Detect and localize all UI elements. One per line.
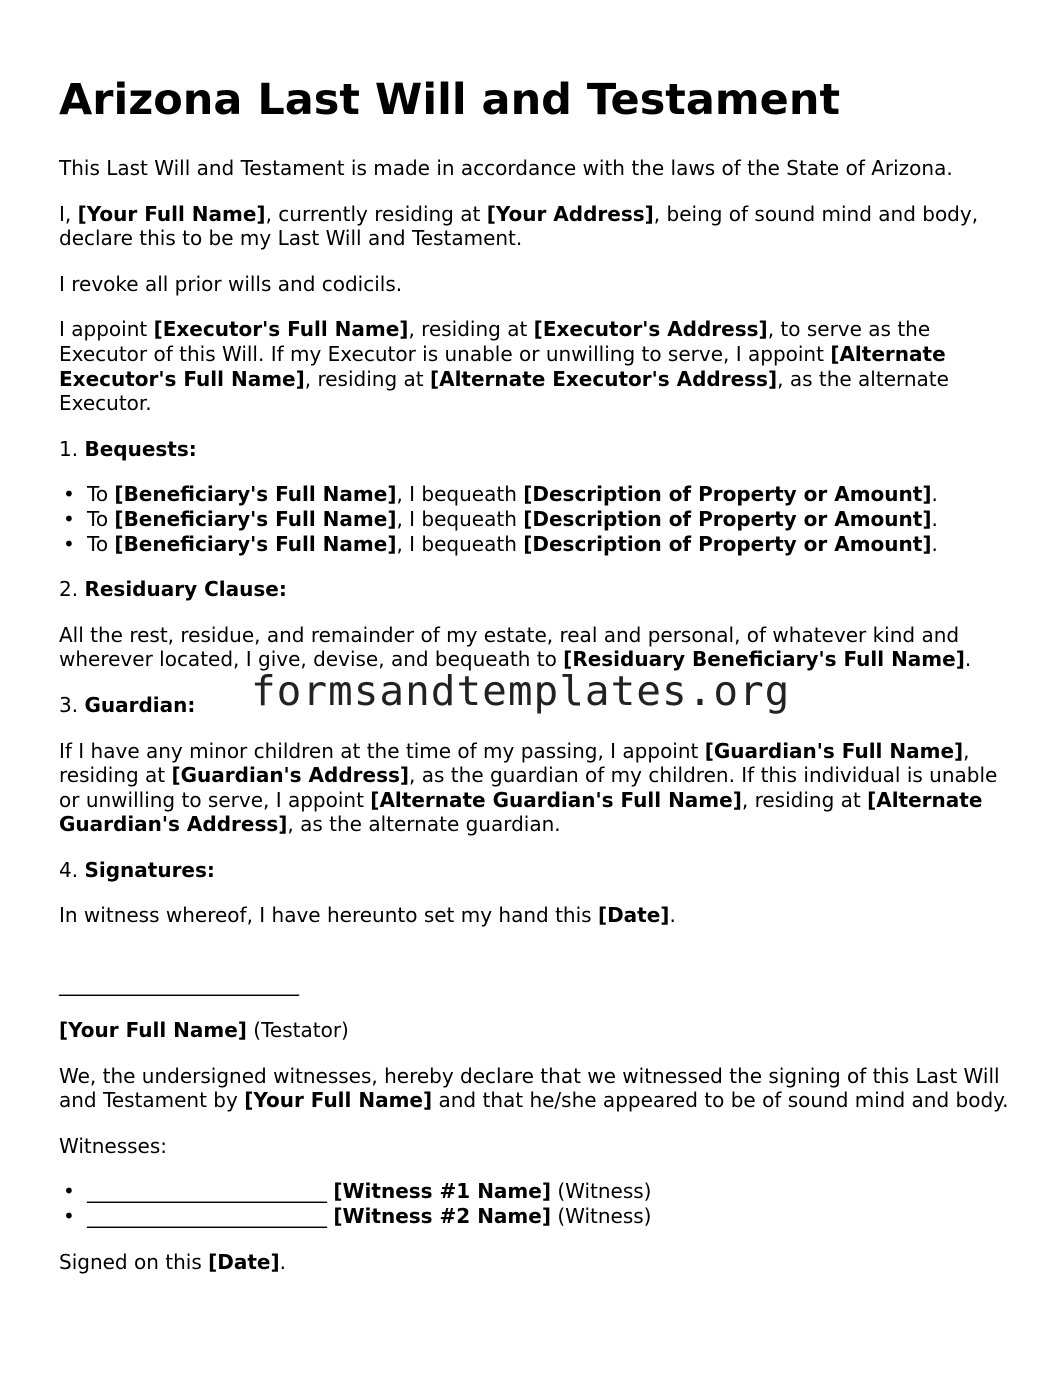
- bullet-icon: •: [63, 1204, 75, 1229]
- residuary-paragraph: All the rest, residue, and remainder of my estate, real and personal, of whatever kind and wherever located, I give, devise, and bequeath to [Residuary Beneficiary's Full Name].: [59, 622, 972, 672]
- beneficiary-name-placeholder: [Beneficiary's Full Name]: [114, 531, 397, 556]
- testator-signature-line: ________________________: [59, 972, 299, 997]
- intro-paragraph: This Last Will and Testament is made in accordance with the laws of the State of Arizona.: [59, 156, 953, 180]
- date-placeholder: [Date]: [208, 1249, 280, 1274]
- guardian-name-placeholder: [Guardian's Full Name]: [704, 738, 964, 763]
- witness-name-placeholder: [Witness #2 Name]: [333, 1204, 551, 1229]
- executor-address-placeholder: [Executor's Address]: [533, 317, 768, 342]
- date-placeholder: [Date]: [597, 903, 670, 928]
- alternate-executor-address-placeholder: [Alternate Executor's Address]: [429, 366, 778, 391]
- document-title: Arizona Last Will and Testament: [59, 75, 841, 125]
- property-description-placeholder: [Description of Property or Amount]: [523, 482, 932, 507]
- bequests-list: [59, 482, 1019, 556]
- bequest-item: • To [Beneficiary's Full Name], I bequeath [Description of Property or Amount].: [63, 531, 938, 556]
- guardian-heading: 3. Guardian:: [59, 692, 196, 717]
- guardian-address-placeholder: [Guardian's Address]: [171, 763, 410, 788]
- witnesses-label: Witnesses:: [59, 1133, 168, 1158]
- testator-name-placeholder: [Your Full Name]: [77, 201, 266, 226]
- witness-name-placeholder: [Witness #1 Name]: [333, 1179, 551, 1204]
- bequests-heading: 1. Bequests:: [59, 436, 197, 461]
- revoke-paragraph: I revoke all prior wills and codicils.: [59, 271, 403, 296]
- witnesses-list: [59, 1179, 1019, 1228]
- testator-name-placeholder: [Your Full Name]: [59, 1018, 247, 1043]
- bequest-item: • To [Beneficiary's Full Name], I bequeath [Description of Property or Amount].: [63, 482, 938, 507]
- bequest-item: • To [Beneficiary's Full Name], I bequeath [Description of Property or Amount].: [63, 506, 938, 531]
- bullet-icon: •: [63, 482, 75, 507]
- bullet-icon: •: [63, 1179, 75, 1204]
- signed-on-paragraph: Signed on this [Date].: [59, 1249, 286, 1274]
- witness-whereof-paragraph: In witness whereof, I have hereunto set my hand this [Date].: [59, 903, 676, 928]
- witness-item: • ________________________ [Witness #2 Name] (Witness): [63, 1204, 652, 1229]
- testator-address-placeholder: [Your Address]: [486, 201, 654, 226]
- bullet-icon: •: [63, 506, 75, 531]
- property-description-placeholder: [Description of Property or Amount]: [523, 531, 932, 556]
- executor-paragraph: I appoint [Executor's Full Name], residing at [Executor's Address], to serve as the Executor of this Will. If my Executor is unable or unwilling to serve, I appoint [Alternate Executor's Full Name], residing at [Alternate Executor's Address], as the alternate Executor.: [59, 317, 949, 416]
- executor-name-placeholder: [Executor's Full Name]: [153, 317, 409, 342]
- alternate-guardian-address-placeholder: [Alternate Guardian's Address]: [59, 787, 983, 837]
- testator-name-placeholder: [Your Full Name]: [244, 1088, 433, 1113]
- alternate-executor-name-placeholder: [Alternate Executor's Full Name]: [59, 341, 946, 391]
- guardian-paragraph: If I have any minor children at the time of my passing, I appoint [Guardian's Full Name], residing at [Guardian's Address], as the guardian of my children. If this individual is unable or unwilling to serve, I appoint [Alternate Guardian's Full Name], residing at [Alternate Guardian's Address], as the alternate guardian.: [59, 738, 998, 837]
- signatures-heading: 4. Signatures:: [59, 857, 215, 882]
- property-description-placeholder: [Description of Property or Amount]: [523, 506, 932, 531]
- watermark-text: formsandtemplates.org: [251, 667, 791, 715]
- residuary-heading: 2. Residuary Clause:: [59, 577, 287, 602]
- witness-signature-line: ________________________: [87, 1204, 334, 1229]
- witness-signature-line: ________________________: [87, 1179, 334, 1204]
- beneficiary-name-placeholder: [Beneficiary's Full Name]: [114, 482, 397, 507]
- beneficiary-name-placeholder: [Beneficiary's Full Name]: [114, 506, 397, 531]
- testator-caption: [Your Full Name] (Testator): [59, 1018, 349, 1043]
- witness-declaration-paragraph: We, the undersigned witnesses, hereby declare that we witnessed the signing of this Last Will and Testament by [Your Full Name] and that he/she appeared to be of sound mind and body.: [59, 1063, 1009, 1113]
- residuary-beneficiary-placeholder: [Residuary Beneficiary's Full Name]: [563, 647, 965, 672]
- declaration-paragraph: I, [Your Full Name], currently residing at [Your Address], being of sound mind and body, declare this to be my Last Will and Testament.: [59, 201, 979, 251]
- alternate-guardian-name-placeholder: [Alternate Guardian's Full Name]: [370, 787, 742, 812]
- bullet-icon: •: [63, 531, 75, 556]
- witness-item: • ________________________ [Witness #1 Name] (Witness): [63, 1179, 652, 1204]
